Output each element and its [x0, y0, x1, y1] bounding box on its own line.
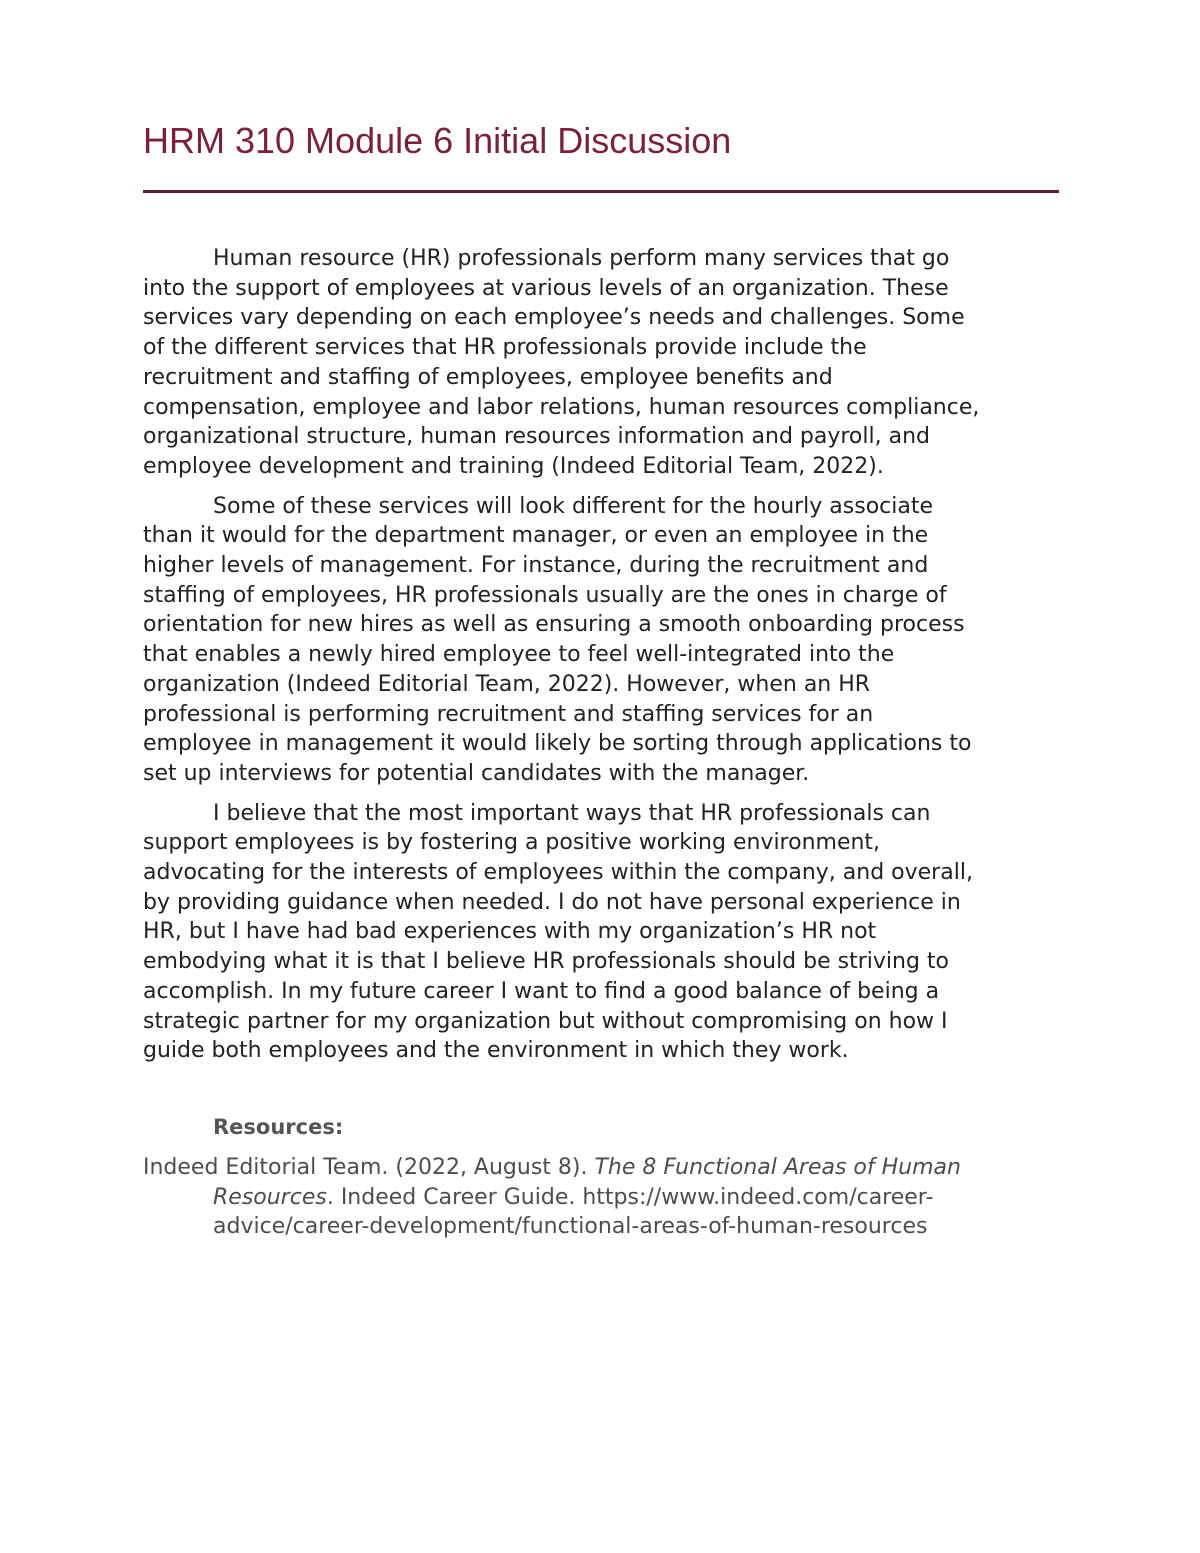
resources-heading: Resources:: [213, 1115, 344, 1139]
reference-source: . Indeed Career Guide.: [326, 1184, 583, 1210]
reference-author-date: Indeed Editorial Team. (2022, August 8).: [143, 1155, 595, 1180]
title-divider: [143, 190, 1059, 193]
reference-entry: [143, 1153, 1073, 1242]
body-paragraph-1: Human resource (HR) professionals perform many services that go into the support of employees at various levels of an organization. These services vary depending on each employee’s needs and challenges. Some of the different services that HR professionals provide include the recruitment and staffing of employees, employee benefits and compensation, employee and labor relations, human resources compliance, organizational structure, human resources information and payroll, and employee development and training (Indeed Editorial Team, 2022).: [143, 246, 980, 479]
body-paragraph-3: I believe that the most important ways that HR professionals can support employees is by fostering a positive working environment, advocating for the interests of employees within the company, and overall, by providing guidance when needed. I do not have personal experience in HR, but I have had bad experiences with my organization’s HR not embodying what it is that I believe HR professionals should be striving to accomplish. In my future career I want to find a good balance of being a strategic partner for my organization but without compromising on how I guide both employees and the environment in which they work.: [143, 800, 973, 1064]
reference-url: https://www.indeed.com/career-advice/career-development/functional-areas-of-human-resources: [213, 1184, 934, 1240]
reference-title: The 8 Functional Areas of Human Resources: [213, 1155, 961, 1210]
body-paragraph-2: Some of these services will look different for the hourly associate than it would for the department manager, or even an employee in the higher levels of management. For instance, during the recruitment and staffing of employees, HR professionals usually are the ones in charge of orientation for new hires as well as ensuring a smooth onboarding process that enables a newly hired employee to feel well-integrated into the organization (Indeed Editorial Team, 2022). However, when an HR professional is performing recruitment and staffing services for an employee in management it would likely be sorting through applications to set up interviews for potential candidates with the manager.: [143, 493, 972, 786]
document-body: [143, 244, 1073, 1076]
document-title: HRM 310 Module 6 Initial Discussion: [143, 120, 732, 161]
